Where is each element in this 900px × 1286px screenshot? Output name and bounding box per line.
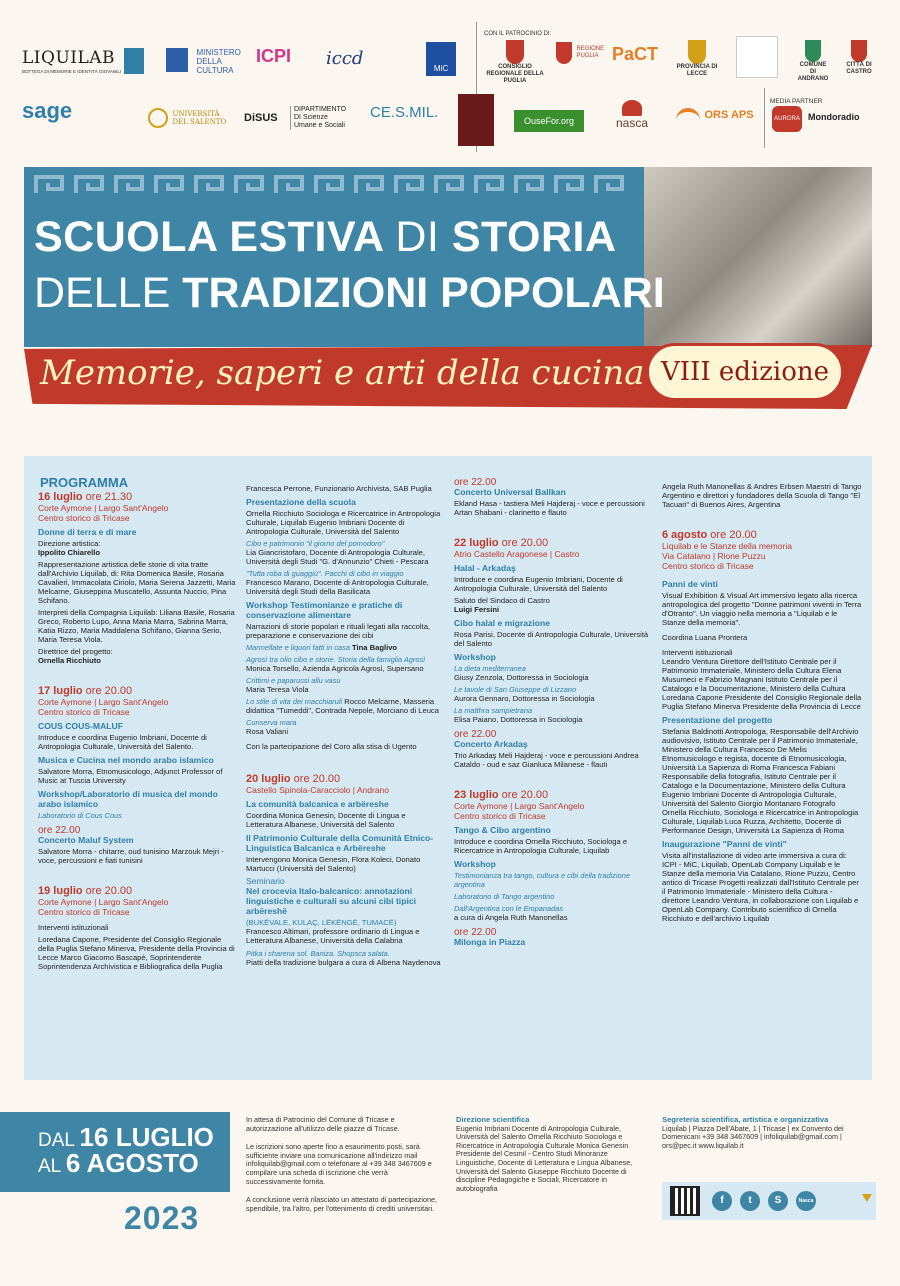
event-text: Rosa Parisi, Docente di Antropologia Culturale, Università del Salento	[454, 630, 649, 648]
event-text: Loredana Capone, Presidente del Consiglio Regionale della Puglia Stefano Minerva, Presidente della Provincia di Lecce Marco Giacomo Bascapè, Soprintendente Soprintendenza Archivistica e Bibliografica della Puglia	[38, 935, 235, 971]
disus-logo: DiSUS	[244, 112, 278, 124]
event-text: Piatti della tradizione bulgara a cura di Albena Naydenova	[246, 958, 441, 967]
ministero-icon	[166, 48, 188, 72]
event-time: ore 22.00	[454, 477, 497, 488]
info-text: In attesa di Patrocinio del Comune di Tricase e autorizzazione all'utilizzo delle piazze di Tricase.	[246, 1115, 400, 1133]
shield-icon	[688, 40, 706, 64]
event-text: Trio Arkadaş Meli Hajderaj - voce e percussioni Andrea Cataldo - oud e saz Gianluca Milanese - flauti	[454, 751, 639, 769]
regione-puglia-logo: REGIONE PUGLIA	[556, 42, 606, 64]
event-text: Ornella Ricchiuto Sociologa e Ricercatrice in Antropologia Culturale, Liquilab Eugenio Imbriani Docente di Antropologia Culturale, Università del Salento	[246, 509, 441, 536]
seminar-label: Seminario	[246, 876, 285, 886]
event-title: Milonga in Piazza	[454, 937, 526, 947]
event-text: Francesca Perrone, Funzionario Archivista, SAB Puglia	[246, 484, 432, 493]
event-text: Salvatore Morra, Etnomusicologo, Adjunct Professor of Music at Tuscia University	[38, 767, 223, 785]
media-partner-divider	[764, 88, 765, 148]
event-subtitle: Dall'Argentina con le Empanadas	[454, 904, 564, 913]
seal-icon	[148, 108, 168, 128]
mondoradio-logo: Mondoradio	[808, 112, 860, 122]
info-text: A conclusione verrà rilasciato un attestato di partecipazione, spendibile, tra l'altro, per l'ottenimento di crediti universitari.	[246, 1195, 437, 1213]
event-title: Workshop	[454, 859, 496, 869]
shield-icon	[506, 40, 524, 64]
ousefor-logo: OuseFor.org	[514, 110, 584, 132]
sponsor-logos	[0, 0, 900, 160]
arrow-down-icon	[862, 1194, 872, 1202]
event-place: Liquilab e le Stanze della memoria Via Catalano | Rione Puzzu Centro storico di Tricase	[662, 541, 792, 571]
event-text: Introduce e coordina Eugenio Imbriani, Docente di Antropologia Culturale, Università del Salento.	[38, 733, 207, 751]
twitter-icon[interactable]: t	[740, 1191, 760, 1211]
event-text: Lia Giancristofaro, Docente di Antropologia Culturale, Università degli Studi "G. d'Annunzio" Chieti - Pescara	[246, 548, 429, 566]
event-subtitle: Cunserva mara	[246, 718, 297, 727]
title-line-1: SCUOLA ESTIVA DI STORIA	[34, 213, 617, 261]
event-title: Workshop	[454, 652, 496, 662]
event-title: Presentazione della scuola	[246, 497, 356, 507]
pact-logo: PaCT	[612, 44, 659, 64]
historic-photo	[644, 167, 872, 347]
liquilab-mark-icon	[124, 48, 144, 74]
segreteria-column	[662, 1116, 876, 1153]
iccd-logo: iccd	[326, 48, 364, 69]
event-subtitle: Testimonianza tra tango, cultura e cibi della tradizione argentina	[454, 871, 630, 889]
event-text: Direttrice del progetto: Ornella Ricchiuto	[38, 647, 113, 665]
event-text: Francesco Altimari, professore ordinario di Lingua e Letteratura Albanese, Università della Calabria	[246, 927, 420, 945]
event-title: Concerto Universal Ballkan	[454, 487, 566, 497]
event-title: Concerto Maluf System	[38, 835, 134, 845]
puglia-map-logo	[736, 36, 778, 78]
citta-castro-logo: CITTÀ DI CASTRO	[842, 40, 876, 76]
event-date: 6 agosto ore 20.00	[662, 529, 757, 541]
event-text: Coordina Luana Prontera	[662, 633, 748, 642]
event-text: Interventi istituzionali	[662, 648, 733, 657]
program-column-3	[454, 456, 650, 949]
event-time: ore 22.00	[38, 825, 81, 836]
cesmil-logo: CE.S.MIL.	[370, 104, 439, 121]
segreteria-text: Liquilab | Piazza Dell'Abate, 1 | Tricase | ex Convento dei Domenicani +39 348 3467609 | infoliquilab@gmail.com | ors@pec.it www.liquilab.it	[662, 1123, 844, 1150]
dark-brand-logo	[458, 94, 494, 146]
ors-logo: ORS APS	[676, 106, 754, 124]
media-partner-label: MEDIA PARTNER	[770, 98, 823, 105]
event-subtitle: (BUKËVALE, KULAÇ, LËKËNGË, TUMACË)	[246, 918, 397, 927]
event-text: Salvatore Morra - chitarre, oud tunisino Marzouk Mejri - voce, percussioni e fiati tunisini	[38, 847, 224, 865]
provincia-lecce-logo: PROVINCIA DI LECCE	[670, 40, 724, 78]
event-subtitle: La matthra sampietrana	[454, 706, 533, 715]
event-title: Cibo halal e migrazione	[454, 618, 550, 628]
event-place: Castello Spinola-Caracciolo | Andrano	[246, 785, 390, 795]
event-text: Direzione artistica: Ippolito Chiarello	[38, 539, 101, 557]
event-subtitle: Agrosì tra olio cibo e storie. Storia della famiglia Agrosì	[246, 655, 426, 664]
program-column-4	[662, 456, 862, 926]
event-text: a cura di Angela Ruth Manonellas	[454, 913, 568, 922]
event-title: La comunità balcanica e arbëreshe	[246, 799, 389, 809]
shield-icon	[851, 40, 867, 62]
event-subtitle: "Tutta roba di guaggiù". Pacchi di cibo in viaggio	[246, 569, 404, 578]
qr-code-icon[interactable]	[670, 1186, 700, 1216]
subtitle: Memorie, saperi e arti della cucina	[40, 353, 645, 393]
event-subtitle: La dieta mediterranea	[454, 664, 526, 673]
event-text: Maria Teresa Viola	[246, 685, 309, 694]
comune-andrano-logo: COMUNE DI ANDRANO	[796, 40, 830, 83]
sage-logo: sage	[22, 98, 73, 123]
bird-icon	[622, 100, 642, 116]
event-title: Workshop/Laboratorio di musica del mondo arabo islamico	[38, 789, 218, 809]
event-subtitle: Crittimi e paparussi allu vasu	[246, 676, 341, 685]
event-subtitle: Laboratorio di Cous Cous	[38, 811, 122, 820]
event-time: ore 22.00	[454, 927, 497, 938]
liquilab-logo: LIQUILAB BOTTEGA DI MEMORIE E IDENTITÀ GIOVANILI	[22, 48, 122, 74]
event-text: Interventi istituzionali	[38, 923, 109, 932]
event-text: Visita all'installazione di video arte immersiva a cura di: ICPI - MiC, Liquilab, OpenLab Company Liquilab e le Stanze della memoria Via Catalano, Rione Puzzu, Centro antico di Tricase Progetti realizzati dall'Istituto Centrale per il Patrimonio Immateriale - Ministero della Cultura - direttore Leandro Ventura, in collaborazione con Liquilab e OpenLab Company. Contributo scientifico di Ornella Ricchiuto e dell'archivio Liquilab	[662, 851, 859, 923]
event-text: Introduce e coordina Eugenio Imbriani, Docente di Antropologia Culturale, Università del Salento	[454, 575, 623, 593]
event-title: Panni de vinti	[662, 579, 718, 589]
nasca-logo: nasca	[610, 100, 654, 130]
event-place: Corte Aymone | Largo Sant'Angelo Centro storico di Tricase	[38, 897, 169, 917]
aurora-logo: AURORA	[772, 106, 802, 132]
event-date: 22 luglio ore 20.00	[454, 537, 549, 549]
event-title: Musica e Cucina nel mondo arabo islamico	[38, 755, 214, 765]
event-text: Interpreti della Compagnia Liquilab: Liliana Basile, Rosaria Greco, Roberto Lupo, Anna Maria Marra, Sabrina Marra, Katia Rizzo, Maria Maddalena Schifano, Gianna Serio, Maria Teresa Viola.	[38, 608, 235, 644]
shield-icon	[556, 42, 572, 64]
event-subtitle: Pitka i sharena sol. Baniza. Shopsca salata.	[246, 949, 390, 958]
program-column-1	[24, 456, 236, 974]
event-title: Workshop Testimonianze e pratiche di conservazione alimentare	[246, 600, 403, 620]
event-text: Coordina Monica Genesin, Docente di Lingua e Letteratura Albanese, Università del Salento	[246, 811, 406, 829]
event-text: Rappresentazione artistica delle storie di vita tratte dall'Archivio Liquilab, di: Rita Domenica Basile, Rosaria Cavalieri, Immacolata Ciriolo, Maria Serena Jazzetti, Maria Melcarne, Giuseppina Muscatello, Assunta Nuccio, Pina Schifano.	[38, 560, 236, 605]
event-place: Corte Aymone | Largo Sant'Angelo Centro storico di Tricase	[38, 503, 169, 523]
hero-banner	[24, 167, 872, 407]
event-date: 17 luglio ore 20.00	[38, 685, 133, 697]
direzione-heading: Direzione scientifica	[456, 1115, 530, 1124]
date-range-block	[0, 1112, 230, 1192]
event-time: ore 22.00	[454, 729, 497, 740]
social-bar	[662, 1182, 876, 1220]
event-subtitle-row: Marmellate e liquori fatti in casa Tina Baglivo	[246, 643, 398, 652]
shield-icon	[805, 40, 821, 62]
program-panel	[24, 456, 872, 1080]
program-header: PROGRAMMA	[40, 475, 129, 490]
event-text: Lo stile di vita dei macchiaruli Rocco Melcarne, Masseria didattica "Tumeddi", Contrada Nepole, Morciano di Leuca	[246, 697, 439, 715]
info-text: Le iscrizioni sono aperte fino a esaurimento posti, sarà sufficiente inviare una comunicazione all'indirizzo mail infoliquilab@gmail.com o telefonare al +39 348 3467609 e compilare una scheda di iscrizione che verrà successivamente fornita.	[246, 1142, 432, 1186]
edition-badge: VIII edizione	[646, 343, 844, 401]
event-subtitle: Laboratorio di Tango argentino	[454, 892, 555, 901]
event-text: Introduce e coordina Ornella Ricchiuto, Sociologa e Ricercatrice in Antropologia Culturale, Liquilab	[454, 837, 628, 855]
event-date: 20 luglio ore 20.00	[246, 773, 341, 785]
rainbow-icon	[676, 108, 700, 122]
event-text: Aurora Gennaro, Dottoressa in Sociologia	[454, 694, 595, 703]
event-text: Francesco Marano, Docente di Antropologia Culturale, Università degli Studi della Basilicata	[246, 578, 429, 596]
event-date: 19 luglio ore 20.00	[38, 885, 133, 897]
event-title: Halal - Arkadaş	[454, 563, 516, 573]
event-text: Intervengono Monica Genesin, Flora Koleci, Donato Martucci (Università del Salento)	[246, 855, 421, 873]
unisalento-logo: UNIVERSITÀ DEL SALENTO	[148, 108, 228, 128]
event-text: Stefania Baldinotti Antropologa, Responsabile dell'Archivio audiovisivo, Istituto Centrale per il Patrimonio Immateriale, Ministero della Cultura Francesco De Melis Etnomusicologo e regista, docente di Etnomusicologia, Università La Sapienza di Roma Francesca Fabiani Responsabile della fotografia, Istituto Centrale per il Catalogo e la Documentazione, Ministero della Cultura Eugenio Imbriani Docente di Antropologia Culturale, Università del Salento Giorgio Montanaro Fotografo Ornella Ricchiuto, Sociologa e Ricercatrice in Antropologia Culturale, Liquilab Luca Ruzza, Architetto, Docente di Performance Design, Università La Sapienza di Roma	[662, 727, 859, 835]
event-place: Corte Aymone | Largo Sant'Angelo Centro storico di Tricase	[454, 801, 585, 821]
date-range: DAL 16 LUGLIO AL 6 AGOSTO	[38, 1122, 214, 1178]
event-title: Presentazione del progetto	[662, 715, 773, 725]
direzione-text: Eugenio Imbriani Docente di Antropologia Culturale, Università del Salento Ornella Ricchiuto Sociologa e Ricercatrice in Antropologia Culturale Monica Genesin Presidente del Cesmil - Centro Studi Minoranze Linguistiche, Docente di Letteratura e Lingua Albanese, Università del Salento Giuseppe Ricchiuto Docente di discipline Pedagogiche e Sociali, Ricercatore in autobiografia	[456, 1123, 633, 1193]
event-title: Concerto Arkadaş	[454, 739, 528, 749]
event-subtitle: Le tavole di San Giuseppe di Lizzano	[454, 685, 577, 694]
event-text: Elisa Paiano, Dottoressa in Sociologia	[454, 715, 583, 724]
event-text: Leandro Ventura Direttore dell'Istituto Centrale per il Patrimonio Immateriale, Ministero della Cultura Elena Musumeci e Fabrizio Magnani Istituto Centrale per il Catalogo e la Documentazione, Ministero della Cultura Loredana Capone Presidente del Consiglio Regionale della Puglia Stefano Minerva Presidente della Provincia di Lecce	[662, 657, 862, 711]
event-title: Il Patrimonio Culturale della Comunità Etnico-Linguistica Balcanica e Arbëreshe	[246, 833, 434, 853]
event-text: Narrazioni di storie popolari e rituali legati alla raccolta, preparazione e conservazione dei cibi	[246, 622, 431, 640]
event-text: Ekland Hasa - tastiera Meli Hajderaj - voce e percussioni Artan Shabani - clarinetto e flauto	[454, 499, 645, 517]
dipartimento-logo: DIPARTIMENTO DI Scienze Umane e Sociali	[290, 106, 352, 130]
event-date: 23 luglio ore 20.00	[454, 789, 549, 801]
skype-icon[interactable]: S	[768, 1191, 788, 1211]
segreteria-heading: Segreteria scientifica, artistica e organizzativa	[662, 1115, 829, 1124]
event-text: Angela Ruth Manonellas & Andres Erbsen Maestri di Tango Argentino e direttori y fundadores della Scuola di Tango "El Tacuari" di Buenos Aires, Argentina	[662, 482, 862, 509]
event-text: Monica Torsello, Azienda Agricola Agrosì, Supersano	[246, 664, 424, 673]
event-text: Saluto del Sindaco di Castro Luigi Fersini	[454, 596, 550, 614]
event-text: Giusy Zenzola, Dottoressa in Sociologia	[454, 673, 589, 682]
mic-logo: MiC	[426, 42, 456, 76]
program-column-2	[246, 456, 444, 970]
consiglio-regionale-logo: CONSIGLIO REGIONALE DELLA PUGLIA	[486, 40, 544, 85]
event-title: Tango & Cibo argentino	[454, 825, 551, 835]
event-title: Donne di terra e di mare	[38, 527, 137, 537]
event-title: Nel crocevia Italo-balcanico: annotazioni linguistiche e culturali su alcuni cibi tipici arbëreshë	[246, 886, 416, 916]
facebook-icon[interactable]: f	[712, 1191, 732, 1211]
info-column	[246, 1116, 442, 1216]
direzione-column	[456, 1116, 648, 1196]
year: 2023	[124, 1200, 200, 1236]
title-line-2: DELLE TRADIZIONI POPOLARI	[34, 269, 665, 317]
footer	[0, 1112, 900, 1262]
patrocinio-label: CON IL PATROCINIO DI:	[484, 31, 552, 37]
event-title: Inaugurazione "Panni de vinti"	[662, 839, 787, 849]
event-subtitle: Cibo e patrimonio "il giorno del pomodoro"	[246, 539, 385, 548]
nasca-icon[interactable]: Nasca	[796, 1191, 816, 1211]
meander-decoration	[32, 173, 632, 197]
event-title: COUS COUS-MALUF	[38, 721, 123, 731]
event-date: 16 luglio ore 21.30	[38, 491, 133, 503]
event-place: Corte Aymone | Largo Sant'Angelo Centro storico di Tricase	[38, 697, 169, 717]
icpi-logo: ICPI	[256, 46, 292, 66]
event-place: Atrio Castello Aragonese | Castro	[454, 549, 580, 559]
event-text: Rosa Valiani	[246, 727, 289, 736]
event-text: Con la partecipazione del Coro alla stisa di Ugento	[246, 742, 417, 751]
ministero-logo: MINISTERO DELLA CULTURA	[166, 48, 244, 78]
event-text: Visual Exhibition & Visual Art immersivo legato alla ricerca antropologica del progetto "Donne patrimoni viventi in Terra d'Otranto". Un viaggio nella memoria a "Liquilab e le Stanze della memoria".	[662, 591, 862, 627]
